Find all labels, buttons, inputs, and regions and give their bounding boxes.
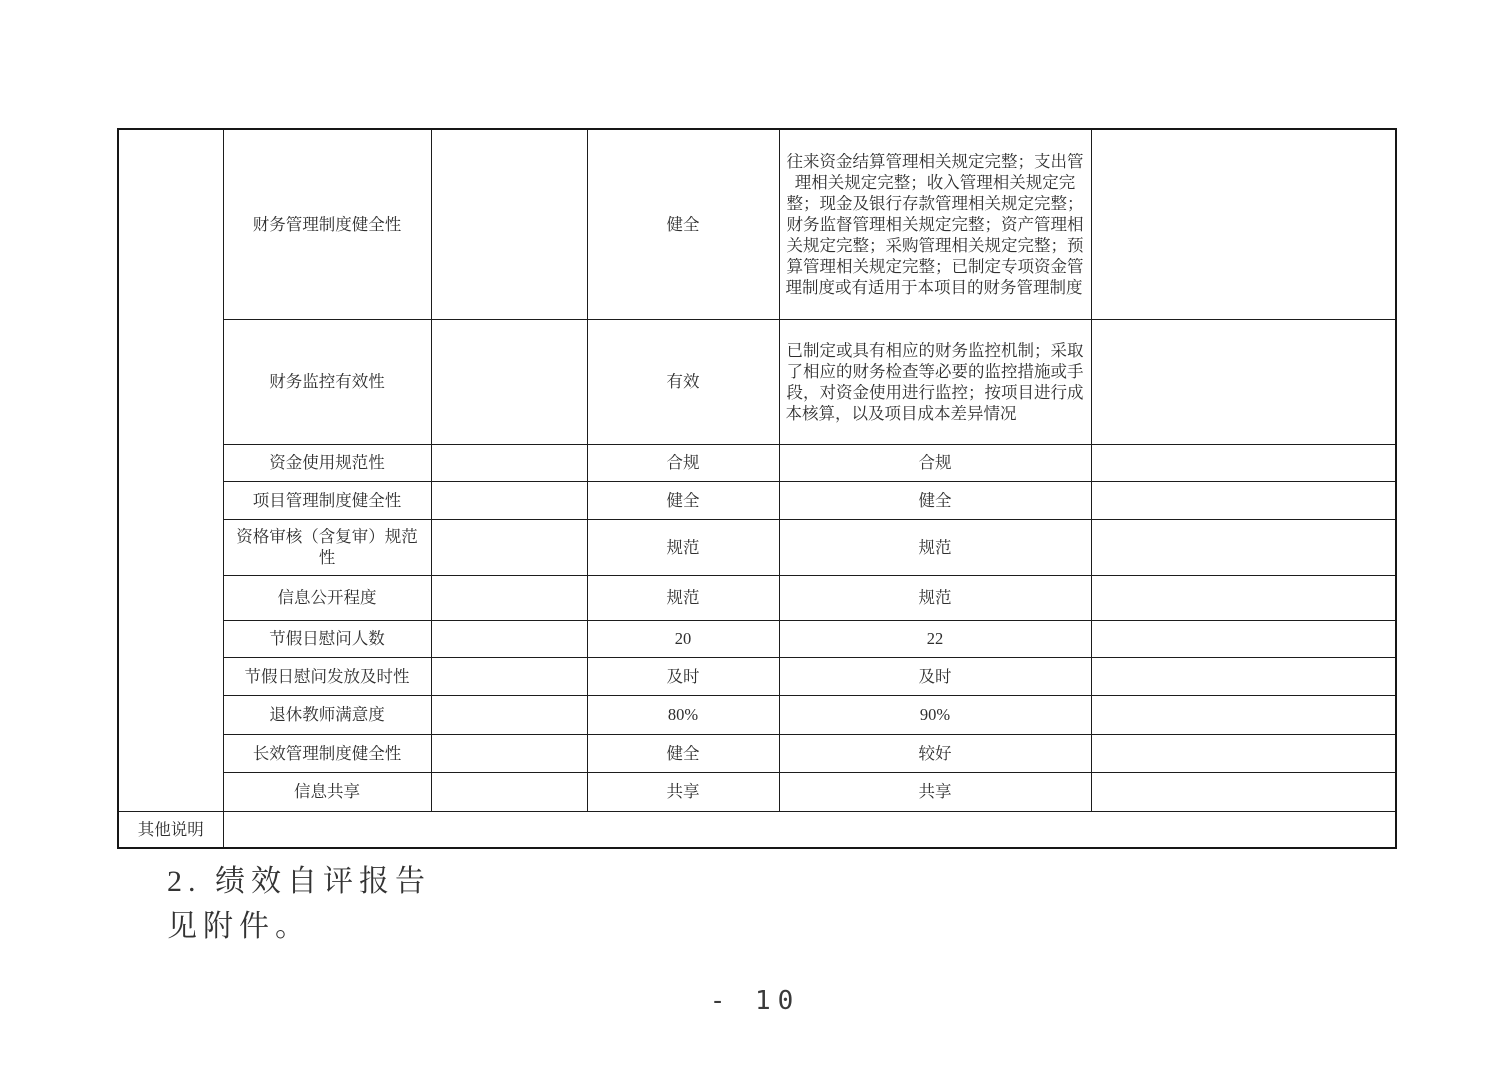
indicator-name-cell: 退休教师满意度 <box>223 695 431 734</box>
target-value-cell: 健全 <box>587 129 779 319</box>
empty-col-cell <box>431 129 587 319</box>
indicator-name-cell: 项目管理制度健全性 <box>223 481 431 519</box>
target-value-cell: 规范 <box>587 575 779 620</box>
empty-col-cell <box>431 657 587 695</box>
note-cell <box>1091 657 1396 695</box>
indicator-name-cell: 财务监控有效性 <box>223 319 431 444</box>
table-row <box>118 481 1396 519</box>
table-row <box>118 575 1396 620</box>
other-note-label-cell: 其他说明 <box>118 811 223 848</box>
note-cell <box>1091 129 1396 319</box>
indicator-name-cell: 节假日慰问人数 <box>223 620 431 657</box>
note-cell <box>1091 772 1396 811</box>
indicator-name-cell: 长效管理制度健全性 <box>223 734 431 772</box>
target-value-cell: 有效 <box>587 319 779 444</box>
actual-value-cell: 规范 <box>779 519 1091 575</box>
other-note-value-cell <box>223 811 1396 848</box>
empty-col-cell <box>431 620 587 657</box>
actual-value-cell: 规范 <box>779 575 1091 620</box>
note-cell <box>1091 695 1396 734</box>
actual-value-cell: 健全 <box>779 481 1091 519</box>
indicator-name-cell: 信息共享 <box>223 772 431 811</box>
empty-col-cell <box>431 444 587 481</box>
indicator-name-cell: 节假日慰问发放及时性 <box>223 657 431 695</box>
indicator-name-cell: 信息公开程度 <box>223 575 431 620</box>
empty-col-cell <box>431 575 587 620</box>
actual-value-cell: 合规 <box>779 444 1091 481</box>
empty-col-cell <box>431 772 587 811</box>
target-value-cell: 及时 <box>587 657 779 695</box>
note-cell <box>1091 481 1396 519</box>
indicator-name-cell: 资金使用规范性 <box>223 444 431 481</box>
target-value-cell: 共享 <box>587 772 779 811</box>
category-cell-empty <box>118 129 223 811</box>
table-row <box>118 519 1396 575</box>
attachment-note: 见附件。 <box>167 910 311 943</box>
actual-value-cell: 22 <box>779 620 1091 657</box>
actual-value-cell: 已制定或具有相应的财务监控机制；采取了相应的财务检查等必要的监控措施或手段，对资金使用进行监控；按项目进行成本核算，以及项目成本差异情况 <box>779 319 1091 444</box>
page-number: - 10 <box>709 986 801 1016</box>
target-value-cell: 健全 <box>587 734 779 772</box>
actual-value-cell: 较好 <box>779 734 1091 772</box>
empty-col-cell <box>431 319 587 444</box>
note-cell <box>1091 575 1396 620</box>
table-row <box>118 657 1396 695</box>
note-cell <box>1091 444 1396 481</box>
indicator-name-cell: 资格审核（含复审）规范性 <box>223 519 431 575</box>
empty-col-cell <box>431 734 587 772</box>
actual-value-cell: 共享 <box>779 772 1091 811</box>
target-value-cell: 80% <box>587 695 779 734</box>
table-row <box>118 444 1396 481</box>
table-row <box>118 620 1396 657</box>
note-cell <box>1091 519 1396 575</box>
actual-value-cell: 90% <box>779 695 1091 734</box>
table-row <box>118 734 1396 772</box>
target-value-cell: 合规 <box>587 444 779 481</box>
section-heading: 2. 绩效自评报告 <box>167 865 431 898</box>
target-value-cell: 健全 <box>587 481 779 519</box>
empty-col-cell <box>431 695 587 734</box>
target-value-cell: 20 <box>587 620 779 657</box>
table-row <box>118 772 1396 811</box>
actual-value-cell: 及时 <box>779 657 1091 695</box>
table-row <box>118 695 1396 734</box>
note-cell <box>1091 734 1396 772</box>
table-row <box>118 319 1396 444</box>
indicator-name-cell: 财务管理制度健全性 <box>223 129 431 319</box>
table-row <box>118 129 1396 319</box>
note-cell <box>1091 620 1396 657</box>
table-row-other-note <box>118 811 1396 848</box>
actual-value-cell: 往来资金结算管理相关规定完整；支出管理相关规定完整；收入管理相关规定完整；现金及银行存款管理相关规定完整；财务监督管理相关规定完整；资产管理相关规定完整；采购管理相关规定完整；预算管理相关规定完整；已制定专项资金管理制度或有适用于本项目的财务管理制度 <box>779 129 1091 319</box>
performance-self-evaluation-table <box>117 128 1397 849</box>
target-value-cell: 规范 <box>587 519 779 575</box>
empty-col-cell <box>431 481 587 519</box>
note-cell <box>1091 319 1396 444</box>
empty-col-cell <box>431 519 587 575</box>
